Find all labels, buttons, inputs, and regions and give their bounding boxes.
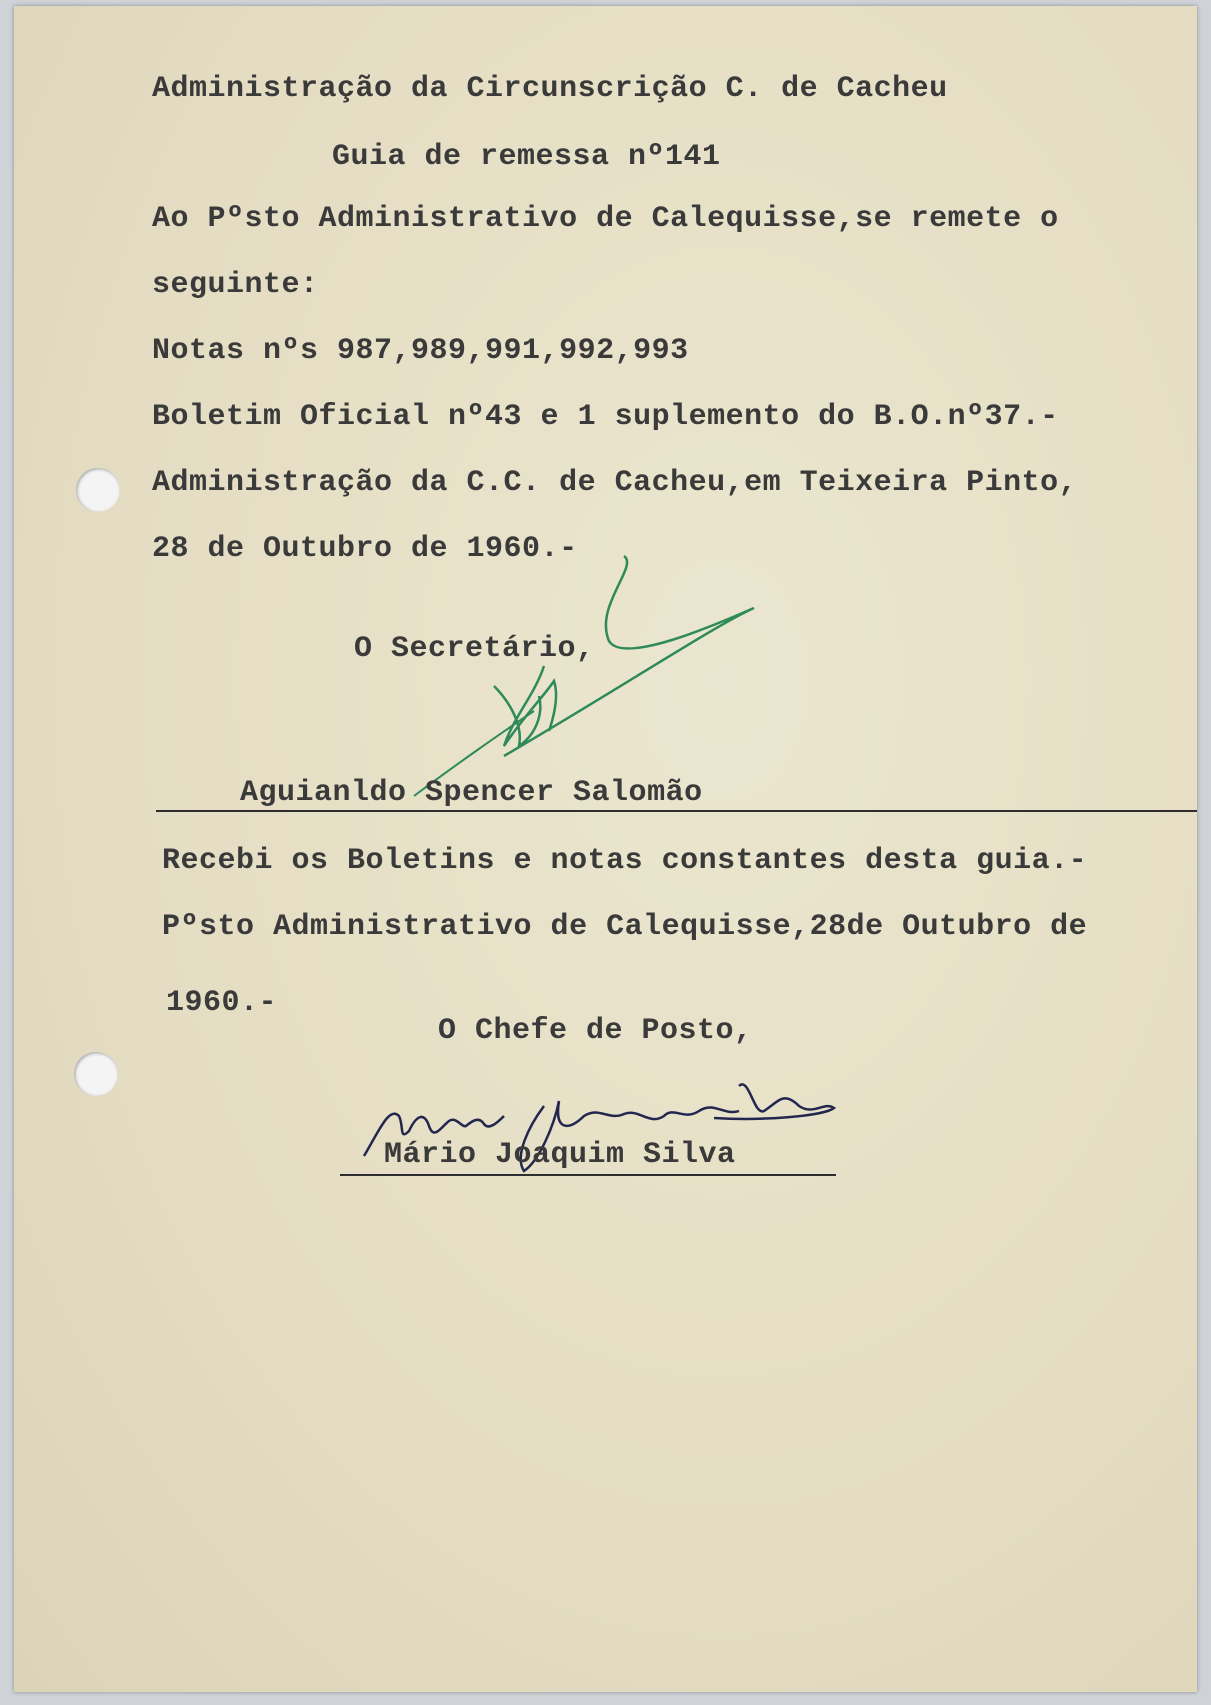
header-line: Administração da Circunscrição C. de Cacheu [152, 72, 948, 106]
place-line-2: 28 de Outubro de 1960.- [152, 532, 578, 566]
secretary-signature-rule [156, 810, 1197, 812]
punch-hole-bottom [74, 1052, 118, 1096]
guide-title: Guia de remessa nº141 [332, 140, 721, 174]
chief-name: Mário Joaquim Silva [384, 1138, 736, 1172]
receipt-line-1: Recebi os Boletins e notas constantes desta guia.- [162, 844, 1088, 878]
chief-signature-rule [340, 1174, 836, 1176]
document-page [14, 6, 1197, 1692]
secretary-signature [394, 546, 814, 806]
chief-title: O Chefe de Posto, [438, 1014, 753, 1048]
receipt-line-3: 1960.- [166, 986, 278, 1020]
place-line-1: Administração da C.C. de Cacheu,em Teixeira Pinto, [152, 466, 1078, 500]
intro-line-1: Ao Pºsto Administrativo de Calequisse,se remete o [152, 202, 1059, 236]
intro-line-2: seguinte: [152, 268, 319, 302]
secretary-name: Aguianldo Spencer Salomão [240, 776, 703, 810]
boletim-line: Boletim Oficial nº43 e 1 suplemento do B.O.nº37.- [152, 400, 1059, 434]
receipt-line-2: Pºsto Administrativo de Calequisse,28de Outubro de [162, 910, 1088, 944]
secretary-title: O Secretário, [354, 632, 595, 666]
notas-line: Notas nºs 987,989,991,992,993 [152, 334, 689, 368]
punch-hole-top [76, 468, 120, 512]
